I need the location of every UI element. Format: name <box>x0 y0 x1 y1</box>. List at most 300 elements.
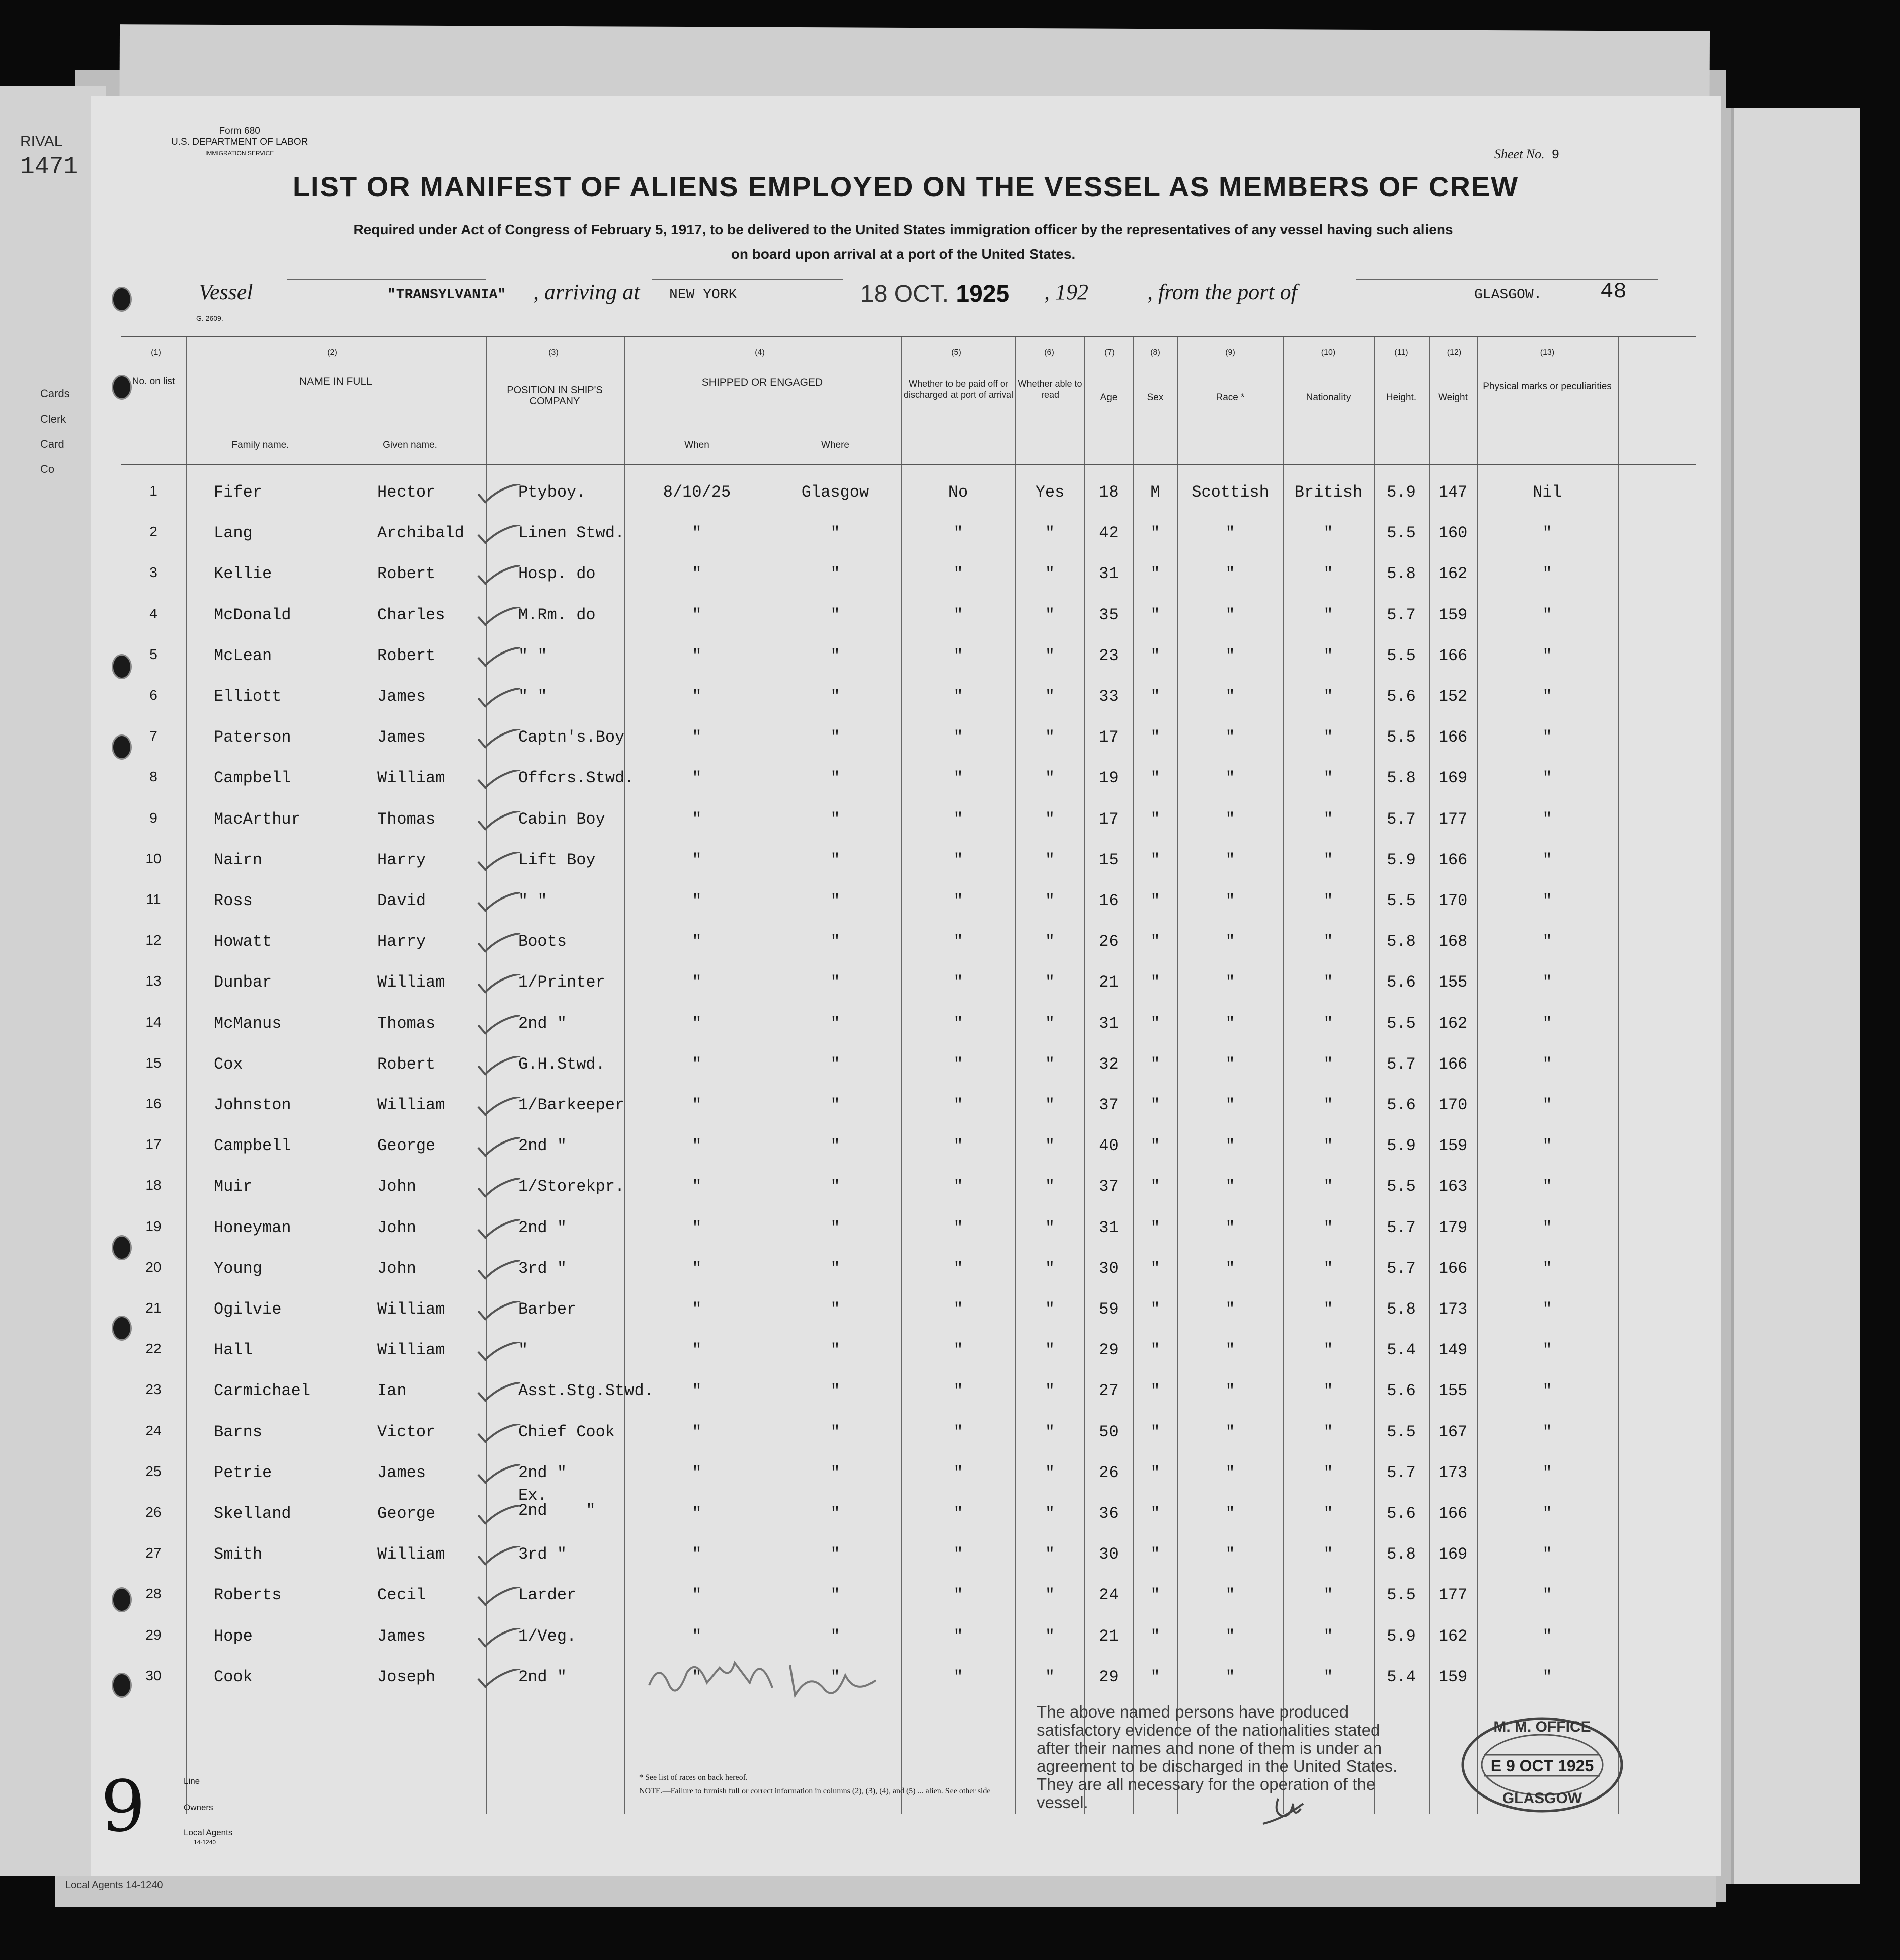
cell-age: 26 <box>1099 1463 1119 1482</box>
cell-where: " <box>830 1422 840 1441</box>
cell-no: 7 <box>149 728 157 744</box>
cell-marks: " <box>1542 1463 1552 1482</box>
cell-marks: " <box>1542 605 1552 624</box>
cell-no: 26 <box>145 1504 162 1520</box>
cell-when: " <box>692 1259 702 1278</box>
cell-given: Hector <box>377 483 436 502</box>
cell-age: 18 <box>1099 483 1119 502</box>
check-mark-icon <box>476 770 526 790</box>
cell-when: " <box>692 728 702 747</box>
cell-marks: " <box>1542 728 1552 747</box>
cell-read: Yes <box>1035 483 1065 502</box>
cell-race: " <box>1225 1381 1235 1401</box>
cell-nat: " <box>1323 850 1333 869</box>
cell-age: 32 <box>1099 1054 1119 1074</box>
cell-weight: 177 <box>1438 1586 1468 1605</box>
cell-when: " <box>692 1177 702 1196</box>
cell-weight: 167 <box>1438 1422 1468 1441</box>
cell-nat: " <box>1323 932 1333 951</box>
cell-given: William <box>377 1300 445 1319</box>
cell-where: " <box>830 932 840 951</box>
cell-nat: " <box>1323 1218 1333 1237</box>
punch-hole <box>112 375 132 400</box>
cell-paid: " <box>953 1014 963 1033</box>
cell-where: " <box>830 1218 840 1237</box>
left-margin-card <box>0 86 106 1876</box>
col-name-in-full: NAME IN FULL <box>299 376 372 387</box>
cell-position: Larder <box>518 1586 577 1605</box>
col-when: When <box>684 440 709 450</box>
owners-label: Owners <box>184 1803 213 1812</box>
cell-age: 15 <box>1099 850 1119 869</box>
cell-height: 5.7 <box>1387 1218 1416 1237</box>
cell-position: 1/Printer <box>518 973 605 992</box>
cell-sex: " <box>1150 1667 1160 1686</box>
cell-when: " <box>692 687 702 706</box>
check-mark-icon <box>476 1382 526 1403</box>
cell-where: " <box>830 1136 840 1156</box>
cell-marks: " <box>1542 646 1552 665</box>
check-mark-icon <box>476 525 526 545</box>
cell-no: 28 <box>145 1586 162 1602</box>
cell-read: " <box>1045 1177 1055 1196</box>
cell-weight: 166 <box>1438 1259 1468 1278</box>
cell-paid: " <box>953 1463 963 1482</box>
cell-nat: " <box>1323 1014 1333 1033</box>
cell-where: " <box>830 524 840 543</box>
cell-marks: " <box>1542 1136 1552 1156</box>
cell-nat: " <box>1323 1096 1333 1114</box>
cell-weight: 173 <box>1438 1300 1468 1319</box>
cell-age: 21 <box>1099 973 1119 992</box>
cell-marks: " <box>1542 1341 1552 1360</box>
cell-where: " <box>830 728 840 747</box>
check-mark-icon <box>476 892 526 913</box>
cell-where: " <box>830 687 840 706</box>
margin-co-text: Co <box>40 463 55 475</box>
cell-weight: 162 <box>1438 1014 1468 1033</box>
stamp-date: E 9 OCT 1925 <box>1490 1757 1594 1775</box>
cell-given: Charles <box>377 605 445 624</box>
cell-race: " <box>1225 1054 1235 1074</box>
form-code: 14-1240 <box>194 1839 216 1846</box>
cell-read: " <box>1045 728 1055 747</box>
cell-given: John <box>377 1259 416 1278</box>
cell-race: " <box>1225 728 1235 747</box>
cell-family: McManus <box>214 1014 282 1033</box>
cell-race: " <box>1225 891 1235 910</box>
check-mark-icon <box>476 974 526 994</box>
cell-given: John <box>377 1218 416 1237</box>
failure-note: NOTE.—Failure to furnish full or correct information in columns (2), (3), (4), and (5) ... alien. See other side <box>639 1787 991 1795</box>
form-number: Form 680 <box>219 126 260 136</box>
cell-height: 5.9 <box>1387 1626 1416 1646</box>
cell-age: 26 <box>1099 932 1119 951</box>
cell-read: " <box>1045 769 1055 788</box>
cell-marks: " <box>1542 1626 1552 1646</box>
cell-given: William <box>377 1341 445 1360</box>
cell-age: 40 <box>1099 1136 1119 1156</box>
sheet-number: Sheet No. 9 <box>1494 147 1560 162</box>
cell-position: 3rd " <box>518 1545 567 1564</box>
check-mark-icon <box>476 565 526 586</box>
cell-position: 1/Veg. <box>518 1626 577 1646</box>
cell-paid: " <box>953 1300 963 1319</box>
cell-nat: " <box>1323 1422 1333 1441</box>
cell-weight: 173 <box>1438 1463 1468 1482</box>
cell-family: Cox <box>214 1054 243 1074</box>
cell-nat: " <box>1323 1463 1333 1482</box>
cell-family: Carmichael <box>214 1381 311 1401</box>
cell-marks: " <box>1542 1054 1552 1074</box>
g-number: G. 2609. <box>196 314 223 322</box>
cell-family: Ogilvie <box>214 1300 282 1319</box>
cell-nat: " <box>1323 1341 1333 1360</box>
stamp-bottom-text: GLASGOW <box>1502 1790 1582 1807</box>
cell-read: " <box>1045 1667 1055 1686</box>
check-mark-icon <box>476 1056 526 1076</box>
check-mark-icon <box>476 1260 526 1280</box>
cell-marks: " <box>1542 564 1552 584</box>
cell-where: " <box>830 1014 840 1033</box>
cell-position: 2nd " <box>518 1218 567 1237</box>
cell-family: Cook <box>214 1667 253 1686</box>
cell-where: " <box>830 1177 840 1196</box>
page-subtitle: Required under Act of Congress of February 5, 1917, to be delivered to the United States immigration officer by the representatives of any vessel having such aliens on board upon arrival at a port of the United States. <box>353 222 1453 262</box>
cell-family: Young <box>214 1259 263 1278</box>
cell-paid: No <box>948 483 968 502</box>
margin-cards-text: Cards <box>40 387 70 400</box>
page-number: 48 <box>1600 279 1627 304</box>
cell-no: 12 <box>145 932 162 948</box>
cell-age: 19 <box>1099 769 1119 788</box>
cell-where: " <box>830 850 840 869</box>
cell-height: 5.8 <box>1387 564 1416 584</box>
cell-no: 10 <box>145 850 162 866</box>
cell-height: 5.8 <box>1387 1300 1416 1319</box>
cell-race: " <box>1225 1259 1235 1278</box>
cell-family: Lang <box>214 524 253 543</box>
col-race: Race * <box>1216 392 1245 403</box>
right-attached-sheet <box>1731 108 1860 1884</box>
signature-initials <box>1258 1788 1318 1834</box>
cell-paid: " <box>953 1341 963 1360</box>
cell-weight: 169 <box>1438 769 1468 788</box>
check-mark-icon <box>476 484 526 504</box>
cell-when: " <box>692 973 702 992</box>
cell-nat: British <box>1294 483 1363 502</box>
cell-where: " <box>830 809 840 829</box>
cell-position: 3rd " <box>518 1259 567 1278</box>
col-paid-off: Whether to be paid off or discharged at port of arrival <box>903 379 1014 400</box>
cell-when: " <box>692 1341 702 1360</box>
cell-sex: " <box>1150 1381 1160 1401</box>
cell-paid: " <box>953 850 963 869</box>
cell-given: Thomas <box>377 1014 436 1033</box>
cell-family: McLean <box>214 646 272 665</box>
cell-family: Skelland <box>214 1504 291 1523</box>
cell-no: 16 <box>145 1096 162 1111</box>
cell-age: 35 <box>1099 605 1119 624</box>
cell-weight: 162 <box>1438 564 1468 584</box>
punch-hole <box>112 1316 132 1341</box>
punch-hole <box>112 1587 132 1612</box>
cell-weight: 149 <box>1438 1341 1468 1360</box>
cell-nat: " <box>1323 605 1333 624</box>
cell-sex: " <box>1150 1014 1160 1033</box>
cell-position: M.Rm. do <box>518 605 596 624</box>
cell-paid: " <box>953 1177 963 1196</box>
cell-where: " <box>830 1096 840 1114</box>
cell-where: " <box>830 1341 840 1360</box>
cell-race: " <box>1225 646 1235 665</box>
cell-height: 5.6 <box>1387 1504 1416 1523</box>
cell-where: " <box>830 605 840 624</box>
handwritten-sheet-number: 9 <box>101 1766 146 1848</box>
cell-given: William <box>377 973 445 992</box>
arrival-fragment: RIVAL <box>20 133 63 150</box>
cell-paid: " <box>953 1218 963 1237</box>
cell-age: 27 <box>1099 1381 1119 1401</box>
cell-height: 5.5 <box>1387 891 1416 910</box>
cell-position: Linen Stwd. <box>518 524 625 543</box>
cell-no: 4 <box>149 605 157 621</box>
cell-family: McDonald <box>214 605 291 624</box>
col-age: Age <box>1100 392 1118 403</box>
cell-marks: " <box>1542 1586 1552 1605</box>
cell-family: Johnston <box>214 1096 291 1114</box>
declaration-text: The above named persons have produced satisfactory evidence of the nationalities stated after their names and none of them is under an agreement to be discharged in the United States. They are all necessary for the operation of the vessel. <box>1037 1702 1398 1812</box>
cell-position: 1/Barkeeper <box>518 1096 625 1114</box>
cell-weight: 166 <box>1438 1054 1468 1074</box>
from-label: , from the port of <box>1147 280 1297 304</box>
cell-when: " <box>692 1504 702 1523</box>
cell-no: 20 <box>145 1259 162 1275</box>
cell-race: " <box>1225 564 1235 584</box>
cell-weight: 160 <box>1438 524 1468 543</box>
cell-marks: " <box>1542 769 1552 788</box>
cell-height: 5.9 <box>1387 483 1416 502</box>
cell-read: " <box>1045 1504 1055 1523</box>
cell-no: 17 <box>145 1136 162 1153</box>
cell-read: " <box>1045 1136 1055 1156</box>
cell-family: Smith <box>214 1545 263 1564</box>
cell-nat: " <box>1323 1136 1333 1156</box>
cell-race: " <box>1225 1177 1235 1196</box>
cell-when: " <box>692 1300 702 1319</box>
vessel-label: Vessel <box>199 280 253 304</box>
cell-sex: " <box>1150 1422 1160 1441</box>
cell-position: Ex. 2nd " <box>518 1486 596 1520</box>
cell-nat: " <box>1323 687 1333 706</box>
cell-paid: " <box>953 1667 963 1686</box>
cell-no: 23 <box>145 1381 162 1398</box>
cell-height: 5.4 <box>1387 1341 1416 1360</box>
cell-when: " <box>692 1054 702 1074</box>
cell-position: Lift Boy <box>518 850 596 869</box>
cell-no: 22 <box>145 1341 162 1357</box>
cell-marks: " <box>1542 1014 1552 1033</box>
cell-height: 5.9 <box>1387 1136 1416 1156</box>
cell-position: Offcrs.Stwd. <box>518 769 635 788</box>
cell-no: 27 <box>145 1545 162 1561</box>
cell-age: 29 <box>1099 1667 1119 1686</box>
punch-hole <box>112 654 132 679</box>
cell-nat: " <box>1323 1177 1333 1196</box>
cell-family: Petrie <box>214 1463 272 1482</box>
cell-marks: " <box>1542 932 1552 951</box>
cell-where: " <box>830 1463 840 1482</box>
cell-position: " " <box>518 646 547 665</box>
cell-age: 23 <box>1099 646 1119 665</box>
stamp-top-text: M. M. OFFICE <box>1493 1719 1591 1735</box>
check-mark-icon <box>476 647 526 668</box>
cell-marks: " <box>1542 524 1552 543</box>
cell-race: " <box>1225 1422 1235 1441</box>
cell-when: " <box>692 1586 702 1605</box>
cell-when: " <box>692 1626 702 1646</box>
cell-when: " <box>692 564 702 584</box>
check-mark-icon <box>476 607 526 627</box>
cell-nat: " <box>1323 1381 1333 1401</box>
cell-read: " <box>1045 524 1055 543</box>
cell-paid: " <box>953 769 963 788</box>
check-mark-icon <box>476 1546 526 1566</box>
col-given-name: Given name. <box>383 440 437 450</box>
cell-family: Ross <box>214 891 253 910</box>
cell-age: 31 <box>1099 1218 1119 1237</box>
cell-family: Paterson <box>214 728 291 747</box>
cell-given: William <box>377 1545 445 1564</box>
cell-nat: " <box>1323 1300 1333 1319</box>
cell-sex: " <box>1150 1218 1160 1237</box>
cell-position: 2nd " <box>518 1014 567 1033</box>
cell-where: " <box>830 646 840 665</box>
cell-when: " <box>692 1096 702 1114</box>
cell-when: " <box>692 1136 702 1156</box>
cell-nat: " <box>1323 891 1333 910</box>
cell-height: 5.7 <box>1387 1054 1416 1074</box>
check-mark-icon <box>476 1464 526 1485</box>
cell-where: " <box>830 1054 840 1074</box>
col-able-to-read: Whether able to read <box>1018 379 1082 400</box>
cell-sex: " <box>1150 1341 1160 1360</box>
cell-given: James <box>377 1463 426 1482</box>
cell-sex: " <box>1150 850 1160 869</box>
cell-given: Victor <box>377 1422 436 1441</box>
cell-sex: " <box>1150 932 1160 951</box>
cell-age: 30 <box>1099 1545 1119 1564</box>
cell-where: " <box>830 1586 840 1605</box>
cell-sex: " <box>1150 769 1160 788</box>
cell-height: 5.5 <box>1387 1422 1416 1441</box>
cell-no: 14 <box>145 1014 162 1030</box>
cell-nat: " <box>1323 1054 1333 1074</box>
cell-read: " <box>1045 1463 1055 1482</box>
cell-age: 59 <box>1099 1300 1119 1319</box>
cell-sex: " <box>1150 1136 1160 1156</box>
cell-where: " <box>830 1504 840 1523</box>
cell-family: Howatt <box>214 932 272 951</box>
cell-height: 5.5 <box>1387 1177 1416 1196</box>
cell-read: " <box>1045 1586 1055 1605</box>
cell-when: " <box>692 850 702 869</box>
cell-weight: 163 <box>1438 1177 1468 1196</box>
cell-family: Fifer <box>214 483 263 502</box>
cell-sex: " <box>1150 687 1160 706</box>
cell-paid: " <box>953 646 963 665</box>
cell-paid: " <box>953 891 963 910</box>
cell-given: James <box>377 1626 426 1646</box>
manifest-page <box>91 96 1721 1876</box>
cell-sex: " <box>1150 973 1160 992</box>
cell-race: " <box>1225 605 1235 624</box>
cell-family: Muir <box>214 1177 253 1196</box>
cell-race: " <box>1225 1667 1235 1686</box>
cell-family: Dunbar <box>214 973 272 992</box>
cell-paid: " <box>953 1626 963 1646</box>
cell-race: " <box>1225 687 1235 706</box>
cell-given: Harry <box>377 850 426 869</box>
check-mark-icon <box>476 811 526 831</box>
cell-race: " <box>1225 809 1235 829</box>
cell-no: 6 <box>149 687 157 703</box>
cell-paid: " <box>953 1586 963 1605</box>
cell-position: Hosp. do <box>518 564 596 584</box>
cell-when: " <box>692 1545 702 1564</box>
cell-given: William <box>377 769 445 788</box>
col-weight: Weight <box>1438 392 1468 403</box>
cell-age: 21 <box>1099 1626 1119 1646</box>
check-mark-icon <box>476 1587 526 1607</box>
cell-given: James <box>377 728 426 747</box>
cell-height: 5.5 <box>1387 524 1416 543</box>
cell-no: 25 <box>145 1463 162 1479</box>
cell-race: " <box>1225 1626 1235 1646</box>
cell-given: Harry <box>377 932 426 951</box>
cell-sex: " <box>1150 1259 1160 1278</box>
cell-no: 2 <box>149 524 157 540</box>
cell-where: " <box>830 973 840 992</box>
cell-no: 24 <box>145 1422 162 1438</box>
cell-marks: " <box>1542 1218 1552 1237</box>
arrival-date-stamp: 18 OCT. 1925 <box>860 281 1010 307</box>
cell-nat: " <box>1323 1586 1333 1605</box>
cell-given: John <box>377 1177 416 1196</box>
cell-paid: " <box>953 932 963 951</box>
cell-marks: " <box>1542 1667 1552 1686</box>
cell-nat: " <box>1323 1667 1333 1686</box>
check-mark-icon <box>476 1669 526 1689</box>
cell-weight: 166 <box>1438 646 1468 665</box>
cell-age: 36 <box>1099 1504 1119 1523</box>
margin-clerk-text: Clerk <box>40 413 66 425</box>
cell-when: " <box>692 1014 702 1033</box>
cell-read: " <box>1045 564 1055 584</box>
cell-read: " <box>1045 891 1055 910</box>
cell-position: Captn's.Boy <box>518 728 625 747</box>
cell-paid: " <box>953 1136 963 1156</box>
cell-height: 5.7 <box>1387 605 1416 624</box>
cell-family: Honeyman <box>214 1218 291 1237</box>
col-no-on-list: No. on list <box>132 376 175 387</box>
department: U.S. DEPARTMENT OF LABOR <box>171 137 308 147</box>
cell-read: " <box>1045 850 1055 869</box>
cell-paid: " <box>953 1422 963 1441</box>
cell-paid: " <box>953 809 963 829</box>
cell-age: 29 <box>1099 1341 1119 1360</box>
cell-no: 5 <box>149 646 157 662</box>
